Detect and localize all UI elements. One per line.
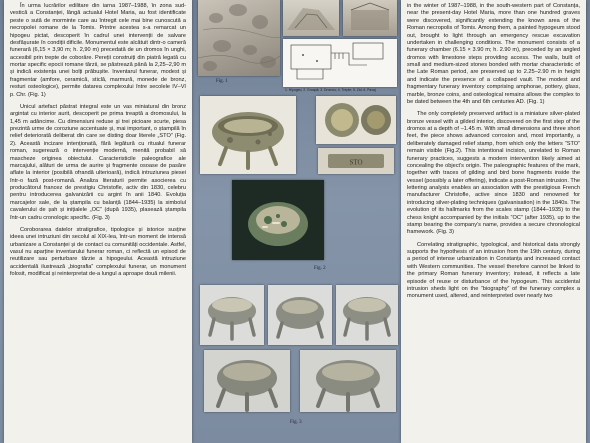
fig3-vessel-middle bbox=[268, 285, 332, 345]
fig2-vessel-photo bbox=[200, 96, 296, 174]
right-paragraph-3: Correlating stratigraphic, typological, and historical data strongly supports the hypothesis of an intrusion from the 19th century, during a period of intense urbanization in Constanța and increased contact with Western communities. The vessel therefore cannot be linked to the primary Roman funerary inventory; instead, it reflects a late episode of reuse or disturbance of the hypogeum. This accidental intrusion sheds light on the “biography” of the funerary complex a monument used, altered, and reinterpreted over nearly two bbox=[407, 241, 580, 300]
left-text-column bbox=[4, 0, 192, 443]
fig2-contents-photo bbox=[232, 180, 324, 260]
right-paragraph-1: in the winter of 1987–1988, in the south-western part of Constanța, near the present-day Hotel Maria, more than one hundred graves were discovered, significantly extending the known area of the Roman necropolis of Tomis. Among them, a painted hypogeum stood out, brought to light through an emergency rescue excavation undertaken in challenging conditions. The monument consists of a funerary chamber (6.15 × 3.90 m; h. 2.90 m), preceded by an angled dromos with limestone steps providing access. The walls, built of small and medium-sized stones bonded with mortar characteristic of the Late Roman period, are preserved up to 2.25–2.90 m in height and indicate the presence of a collapsed vault. The modest and fragmentary funerary inventory comprising amphorae, pottery, glass, marble, bronze coins, and osteological remains allows the complex to be dated between the 4th and 6th centuries AD. (Fig. 1) bbox=[407, 3, 580, 105]
fig1-excavation-photo bbox=[343, 0, 397, 36]
fig2-vessel-top-view bbox=[316, 96, 396, 144]
fig1-trench-photo bbox=[283, 0, 339, 36]
right-text-column bbox=[401, 0, 586, 443]
fig1-caption: Fig. 1 bbox=[216, 79, 228, 84]
left-paragraph-1: În urma lucrărilor edilitare din iarna 1987–1988, în zona sud-vestică a Constanței, lângă actualul Hotel Maria, au fost identificate peste o sută de morminte care au întregit cele mai bine cunoscută a necropolei romane de la Tomis. Printre acestea s-a remarcat un hipogeu pictat, descoperit în cadrul unei intervenții de salvare desfășurate în condiții dificile. Monumentul este alcătuit dintr-o cameră funerară (6,15 × 3,90 m; h. 2,90 m) precedată de un dromos în unghi, accesibil prin trepte de coborâre. Pereții construiți din piatră legată cu mortar specific epocii romane târzii, se păstrează până la 2,25–2,90 m și indică existența unei bolți prăbușite. Inventarul funerar, modest și fragmentar (amfore, ceramică, sticlă, marmură, monede de bronz, resturi osteologice), permite datarea complexului între secolele IV–VI p. Chr. (Fig. 1) bbox=[10, 3, 186, 98]
fig2-stamp-detail bbox=[318, 148, 394, 174]
fig3-vessel-left bbox=[200, 285, 264, 345]
fig1-site-plan bbox=[283, 39, 397, 87]
fig3-vessel-bottom-right bbox=[300, 350, 396, 412]
right-paragraph-2: The only completely preserved artifact is a miniature silver-plated bronze vessel with a gilded interior, discovered on the first step of the dromos at a depth of –1.45 m. With small dimensions and three short feet, the piece shows advanced corrosion and, most importantly, a deliberately damaged relief stamp, from which only the letters “STO” remain visible (Fig.2). This intentional incision, unrelated to Roman funerary practices, suggests a modern intervention likely aimed at concealing the object’s origin. The paleographic features of the mark, together with traces of gilding and bird bone fragments inside the vessel (possibly a later offering), indicate a post-Roman intrusion. The lettering analysis enables an association with the prestigious French manufacturer Christofle, active since 1830 and renowned for introducing silver-plating techniques (galvanisation) in the 1840s. The evolution of its hallmarks from the scales stamp (1844–1935) to the chess knight accompanied by the initials “OC” (after 1935), up to the stamp bearing the company’s name, provides a secure chronological framework. (Fig. 3) bbox=[407, 111, 580, 236]
fig2-caption: Fig. 2 bbox=[314, 266, 326, 271]
fig1-wall-photo bbox=[198, 0, 280, 76]
fig3-vessel-right bbox=[336, 285, 398, 345]
svg-text:STO: STO bbox=[349, 158, 363, 167]
fig3-vessel-bottom-left bbox=[204, 350, 290, 412]
left-paragraph-2: Unicul artefact păstrat integral este un vas miniatural din bronz argintat cu interior aurit, descoperit pe prima treaptă a dromosului, la 1,45 m adâncime. Cu dimensiuni reduse și trei picioare scurte, piesa prezintă urme de coroziune accentuate și, mai important, o ștampilă în relief deteriorată deliberat din care se disting doar literele „STO” (Fig. 2). Această incizare intenționată, fără legătură cu ritualul funerar roman, sugerează o intervenție modernă, menită probabil să mascheze originea obiectului. Caracteristicile paleografice ale marcajului, alături de urma de aurire și fragmente osoase de pasăre aflate la interior (posibilă ofrandă ulterioară), indică intruziunea piesei într-o fază post-romană. Analiza literaturii permite asocierea cu producătorul francez de prestigiu Christofle, activ din 1830, celebru pentru introducerea galvanizării cu argint în anii 1840. Evoluția marcajelor sale, de la ștampila cu balanță (1844–1935) la simbolul cavalerului de șah și inițialele „OC” (după 1935), plasează ștampila într-un cadru cronologic specific. (Fig. 3) bbox=[10, 103, 186, 221]
fig3-caption: Fig. 3 bbox=[290, 420, 302, 425]
left-paragraph-3: Coroborarea datelor stratigrafice, tipologice și istorice susține ideea unei intruziuni din secolul al XIX-lea, într-un moment de intensă urbanizare a Constanței și de contact cu comunități occidentale. Astfel, vasul nu aparține inventarului funerar roman, ci reflectă un episod de reutilizare sau perturbare târzie a hipogeului. Această intruziune accidentală ilustrează „biografia” complexului funerar, un monument folosit, modificat și reinterpretat de-a lungul a aproape două milenii. bbox=[10, 226, 186, 278]
fig1-plan-legend: 1. Hipogeu; 2. Groapă; 3. Dromos; 4. Trepte; 5. Zid; 6. Pavaj bbox=[285, 88, 376, 92]
